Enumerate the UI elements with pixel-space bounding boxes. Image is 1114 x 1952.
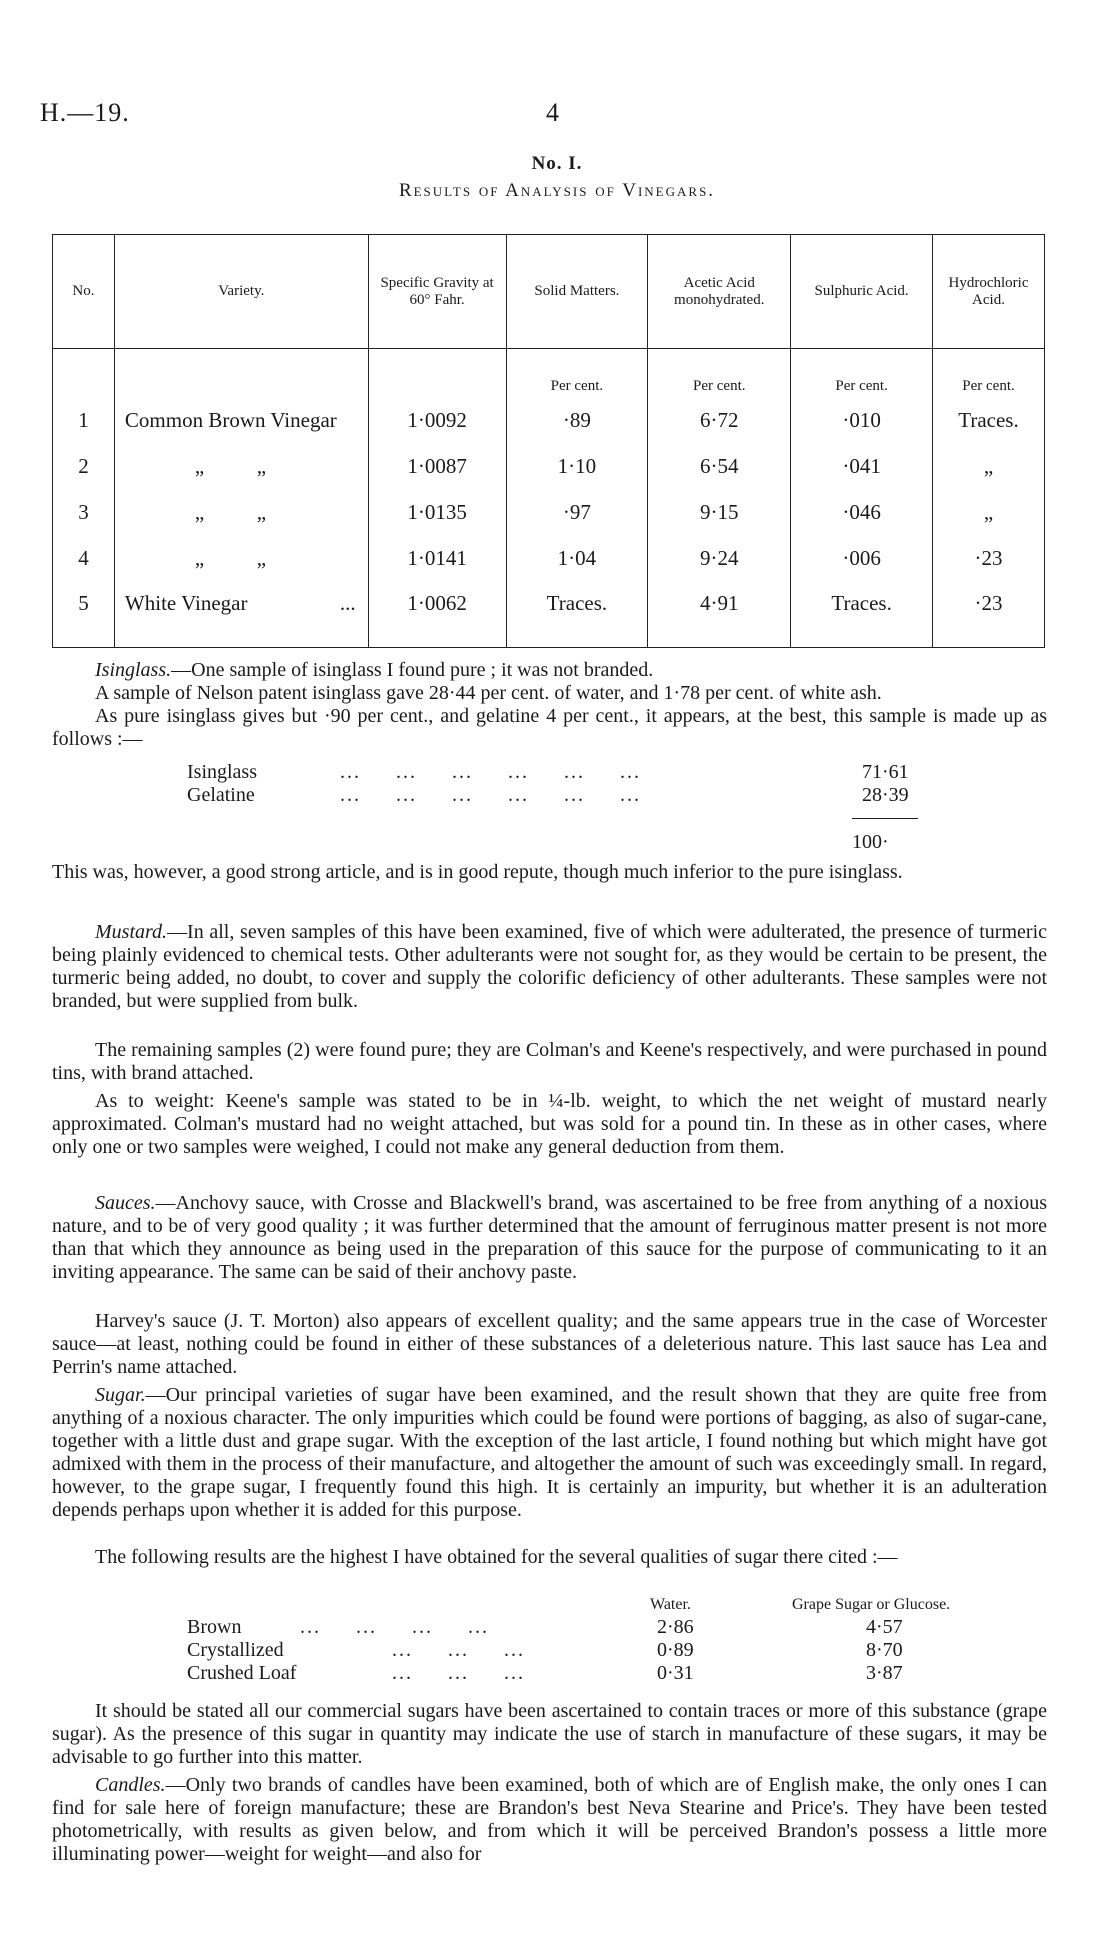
column-header: Hydrochloric Acid. (933, 235, 1045, 349)
list-item-value: 28·39 (862, 784, 909, 806)
table-header-row (53, 235, 1045, 349)
hydrochloric-acid-cell: ·23 (933, 581, 1045, 648)
grape-sugar-value: 4·57 (866, 1616, 903, 1638)
variety-name: Common Brown Vinegar (124, 407, 337, 432)
paragraph-text: —One sample of isinglass I found pure ; it was not branded. (171, 659, 654, 681)
candles-paragraph (52, 1774, 1047, 1866)
column-header: Solid Matters. (506, 235, 648, 349)
sugar-paragraph (52, 1546, 1047, 1569)
paragraph-text: The following results are the highest I have obtained for the several qualities of sugar there cited :— (95, 1546, 898, 1568)
section-heading: Isinglass. (95, 659, 172, 681)
row-number: 4 (53, 535, 115, 581)
sugar-name: Crystallized (187, 1639, 284, 1661)
specific-gravity-cell: 1·0062 (368, 581, 506, 648)
sugar-name: Crushed Loaf (187, 1662, 297, 1684)
unit-cell: Per cent. (506, 349, 648, 398)
water-value: 2·86 (657, 1616, 694, 1638)
column-header: Variety. (114, 235, 368, 349)
sulphuric-acid-cell: ·046 (791, 489, 933, 535)
units-row (53, 349, 1045, 398)
paragraph-text: A sample of Nelson patent isinglass gave 28·44 per cent. of water, and 1·78 per cent. of white ash. (95, 682, 882, 704)
sulphuric-acid-cell: ·006 (791, 535, 933, 581)
unit-cell (114, 349, 368, 398)
unit-cell: Per cent. (648, 349, 791, 398)
table-row (53, 535, 1045, 581)
row-number: 1 (53, 397, 115, 443)
mustard-paragraph (52, 1090, 1047, 1159)
specific-gravity-cell: 1·0092 (368, 397, 506, 443)
table-row (53, 489, 1045, 535)
isinglass-paragraph (52, 659, 1047, 682)
table-row (53, 581, 1045, 648)
variety-cell (114, 535, 368, 581)
grape-sugar-value: 8·70 (866, 1639, 903, 1661)
total-value: 100· (852, 831, 889, 853)
leader-dots: ... (339, 591, 356, 615)
paragraph-text: —Anchovy sauce, with Crosse and Blackwell's brand, was ascertained to be free from anything of a noxious nature, and to be of very good quality ; it was further determined that the amount of ferruginous matter present is not more than that which they announce as being used in the preparation of this sauce for the purpose of communicating to it an inviting appearance. The same can be said of their anchovy paste. (52, 1192, 1047, 1283)
row-number: 3 (53, 489, 115, 535)
leader-dots: ... ... ... ... ... ... (340, 784, 641, 806)
leader-dots: ... ... ... ... (300, 1616, 489, 1638)
paragraph-text: —In all, seven samples of this have been examined, five of which were adulterated, the presence of turmeric being plainly evidenced to chemical tests. Other adulterants were not sought for, as they would be certain to be present, the turmeric being added, no doubt, to cover and supply the colorific deficiency of other adulterants. These samples were not branded, but were supplied from bulk. (52, 921, 1047, 1012)
page-number: 4 (546, 98, 559, 127)
acetic-acid-cell: 6·54 (648, 443, 791, 489)
document-reference: H.—19. (40, 98, 130, 127)
solid-matters-cell: Traces. (506, 581, 648, 648)
acetic-acid-cell: 4·91 (648, 581, 791, 648)
row-number: 5 (53, 581, 115, 648)
unit-cell (53, 349, 115, 398)
variety-cell (114, 489, 368, 535)
column-header: Specific Gravity at 60° Fahr. (368, 235, 506, 349)
table-number: No. I. (531, 153, 583, 174)
paragraph-text: —Only two brands of candles have been examined, both of which are of English make, the only ones I can find for sale here of foreign manufacture; these are Brandon's best Neva Stearine and Price's. They have been tested photometrically, with results as given below, and from which it will be perceived Brandon's possess a little more illuminating power—weight for weight—and also for (52, 1774, 1047, 1865)
paragraph-text: As pure isinglass gives but ·90 per cent., and gelatine 4 per cent., it appears, at the best, this sample is made up as follows :— (52, 705, 1047, 750)
sugar-paragraph (52, 1384, 1047, 1522)
section-heading: Sugar. (95, 1384, 146, 1406)
leader-dots: ... ... ... (392, 1662, 525, 1684)
variety-name: „ „ (194, 499, 267, 524)
row-number: 2 (53, 443, 115, 489)
sulphuric-acid-cell: ·010 (791, 397, 933, 443)
isinglass-paragraph (52, 682, 1047, 705)
unit-cell (368, 349, 506, 398)
specific-gravity-cell: 1·0087 (368, 443, 506, 489)
leader-dots: ... ... ... ... ... ... (340, 761, 641, 783)
sulphuric-acid-cell: ·041 (791, 443, 933, 489)
table-row (53, 397, 1045, 443)
acetic-acid-cell: 6·72 (648, 397, 791, 443)
paragraph-text: Harvey's sauce (J. T. Morton) also appears of excellent quality; and the same appears true in the case of Worcester sauce—at least, nothing could be found in either of these substances of a deleterious nature. This last sauce has Lea and Perrin's name attached. (52, 1310, 1047, 1378)
variety-name: White Vinegar (124, 591, 248, 615)
section-heading: Sauces. (95, 1192, 156, 1214)
sauces-paragraph (52, 1192, 1047, 1284)
column-header: No. (53, 235, 115, 349)
water-value: 0·31 (657, 1662, 694, 1684)
variety-name: „ „ (194, 453, 267, 478)
variety-cell (114, 397, 368, 443)
table-title: Results of Analysis of Vinegars. (398, 180, 716, 201)
mustard-paragraph (52, 921, 1047, 1013)
isinglass-paragraph (52, 705, 1047, 751)
specific-gravity-cell: 1·0135 (368, 489, 506, 535)
list-item-name: Gelatine (187, 784, 255, 806)
table-row (53, 443, 1045, 489)
paragraph-text: The remaining samples (2) were found pure; they are Colman's and Keene's respectively, and were purchased in pound tins, with brand attached. (52, 1039, 1047, 1084)
acetic-acid-cell: 9·15 (648, 489, 791, 535)
list-item-name: Isinglass (187, 761, 257, 783)
hydrochloric-acid-cell: ·23 (933, 535, 1045, 581)
leader-dots: ... ... ... (392, 1639, 525, 1661)
acetic-acid-cell: 9·24 (648, 535, 791, 581)
solid-matters-cell: 1·04 (506, 535, 648, 581)
list-item-value: 71·61 (862, 761, 909, 783)
paragraph-text: As to weight: Keene's sample was stated to be in ¼-lb. weight, to which the net weight of mustard nearly approximated. Colman's mustard had no weight attached, but was sold for a pound tin. In these as in other cases, where only one or two samples were weighed, I could not make any general deduction from them. (52, 1090, 1047, 1158)
hydrochloric-acid-cell: „ (933, 489, 1045, 535)
unit-cell: Per cent. (791, 349, 933, 398)
grape-sugar-value: 3·87 (866, 1662, 903, 1684)
hydrochloric-acid-cell: „ (933, 443, 1045, 489)
variety-cell (114, 443, 368, 489)
paragraph-text: It should be stated all our commercial sugars have been ascertained to contain traces or more of this substance (grape sugar). As the presence of this sugar in quantity may indicate the use of starch in manufacture of these sugars, it may be advisable to go further into this matter. (52, 1700, 1047, 1768)
unit-cell: Per cent. (933, 349, 1045, 398)
vinegar-analysis-table (52, 234, 1045, 648)
sulphuric-acid-cell: Traces. (791, 581, 933, 648)
sauces-paragraph (52, 1310, 1047, 1379)
paragraph-text: —Our principal varieties of sugar have been examined, and the result shown that they are quite free from anything of a noxious character. The only impurities which could be found were portions of bagging, as also of sugar-cane, together with a little dust and grape sugar. With the exception of the last article, I found nothing but which might have got admixed with them in the process of their manufacture, and altogether the amount of such was exceedingly small. In regard, however, to the grape sugar, I frequently found this high. It is certainly an impurity, but whether it is an adulteration depends perhaps upon whether it is added for this purpose. (52, 1384, 1047, 1521)
sum-rule (852, 818, 918, 819)
section-heading: Mustard. (95, 921, 168, 943)
solid-matters-cell: 1·10 (506, 443, 648, 489)
column-header: Acetic Acid monohydrated. (648, 235, 791, 349)
column-header-water: Water. (650, 1596, 691, 1613)
column-header: Sulphuric Acid. (791, 235, 933, 349)
section-heading: Candles. (95, 1774, 166, 1796)
sugar-name: Brown (187, 1616, 242, 1638)
specific-gravity-cell: 1·0141 (368, 535, 506, 581)
isinglass-paragraph (52, 861, 1047, 884)
column-header-grape-sugar: Grape Sugar or Glucose. (792, 1596, 951, 1613)
mustard-paragraph (52, 1039, 1047, 1085)
variety-name: „ „ (194, 545, 267, 570)
solid-matters-cell: ·97 (506, 489, 648, 535)
hydrochloric-acid-cell: Traces. (933, 397, 1045, 443)
paragraph-text: This was, however, a good strong article, and is in good repute, though much inferior to the pure isinglass. (52, 861, 903, 883)
water-value: 0·89 (657, 1639, 694, 1661)
sugar-paragraph (52, 1700, 1047, 1769)
variety-cell (114, 581, 368, 648)
solid-matters-cell: ·89 (506, 397, 648, 443)
